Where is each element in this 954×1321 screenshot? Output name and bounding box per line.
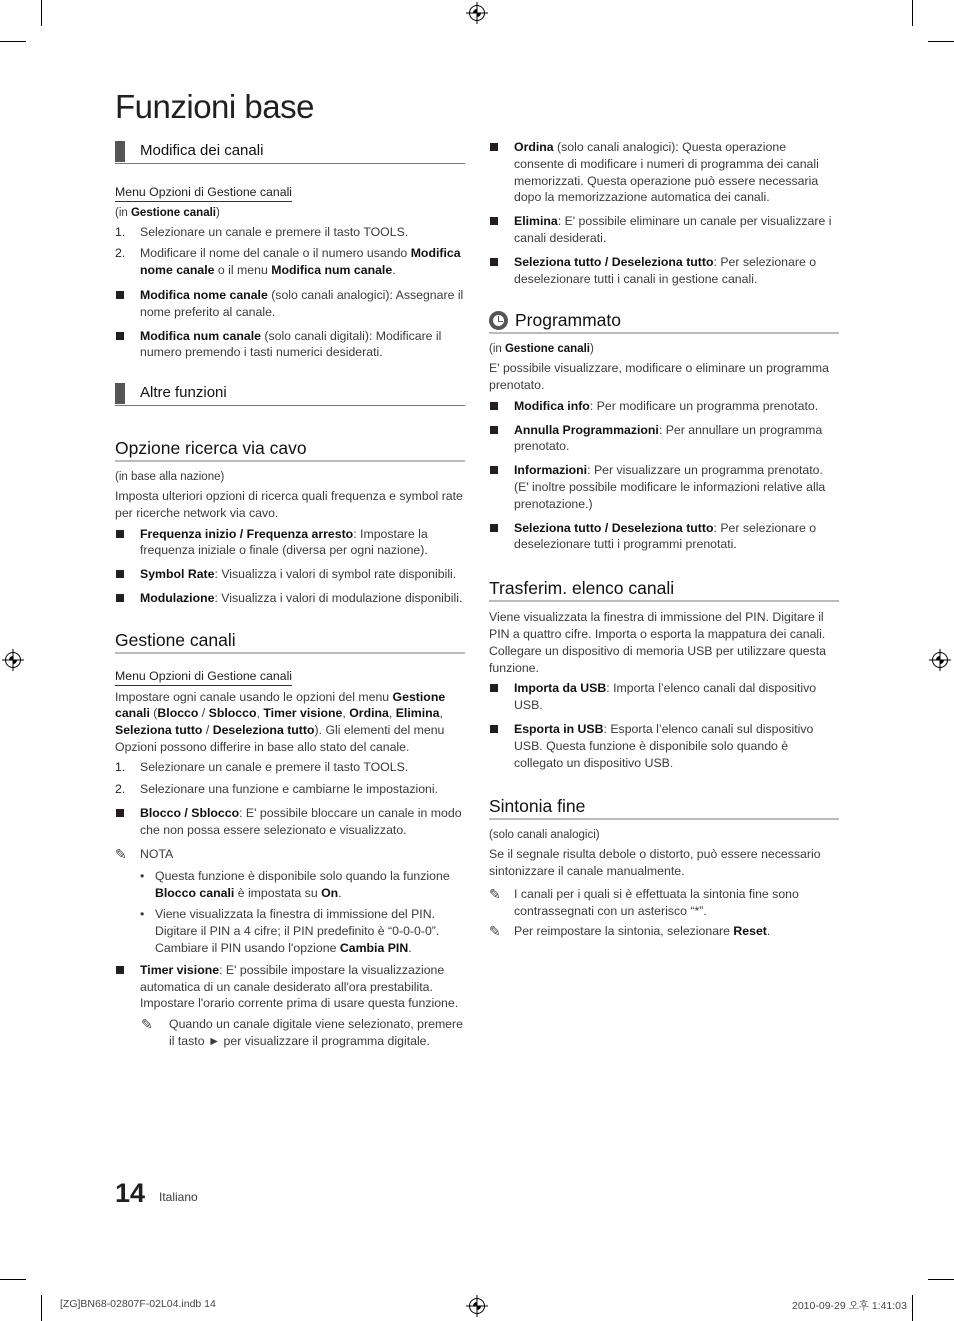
bullet-item: Informazioni: Per visualizzare un programma prenotato. (E' inoltre possibile modificare le informazioni relative alla prenotazione.) [489, 462, 839, 512]
note-item: ✎ Quando un canale digitale viene selezionato, premere il tasto ► per visualizzare il programma digitale. [141, 1016, 463, 1048]
menu-path: Menu Opzioni di Gestione canali [115, 668, 465, 689]
bullet-item: Blocco / Sblocco: E' possibile bloccare un canale in modo che non possa essere selezionato e visualizzato. [115, 805, 465, 839]
step-item: 2. Modificare il nome del canale o il numero usando Modifica nome canale o il menu Modifica num canale. [115, 246, 461, 278]
registration-mark-icon [5, 652, 21, 668]
pencil-icon: ✎ [489, 923, 501, 940]
crop-mark [0, 1279, 26, 1280]
context-note: (in Gestione canali) [489, 343, 594, 356]
paragraph: Viene visualizzata la finestra di immissione del PIN. Digitare il PIN a quattro cifre. Importa o esporta la mappatura dei canali. Collegare un dispositivo di memoria USB per utilizzare questa funzione. [489, 610, 826, 675]
section-heading: Gestione canali [115, 629, 465, 654]
bullet-item: Modifica info: Per modificare un programma prenotato. [489, 398, 839, 415]
bullet-item: Ordina (solo canali analogici): Questa operazione consente di modificare i numeri di programma dei canali memorizzati. Questa operazione può essere necessaria dopo la memorizzazione automatica dei canali. [489, 139, 839, 206]
bullet-item: Seleziona tutto / Deseleziona tutto: Per selezionare o deselezionare tutti i programmi prenotati. [489, 520, 839, 554]
paragraph: Se il segnale risulta debole o distorto, può essere necessario sintonizzare il canale manualmente. [489, 847, 821, 878]
crop-mark [928, 41, 954, 42]
step-item: 1. Selezionare un canale e premere il tasto TOOLS. [115, 224, 409, 239]
left-column [115, 139, 465, 1054]
bullet-item: Modifica nome canale (solo canali analogici): Assegnare il nome preferito al canale. [115, 287, 465, 321]
crop-mark [912, 0, 913, 26]
registration-mark-icon [932, 652, 948, 668]
bullet-item: Modifica num canale (solo canali digitali): Modificare il numero premendo i tasti numerici desiderati. [115, 328, 465, 362]
bullet-item: Symbol Rate: Visualizza i valori di symbol rate disponibili. [115, 566, 465, 583]
context-note: (in base alla nazione) [115, 471, 225, 484]
subsection-heading: Modifica dei canali [115, 139, 465, 164]
step-item: 2. Selezionare una funzione e cambiarne le impostazioni. [115, 781, 439, 796]
crop-mark [928, 1279, 954, 1280]
bullet-item: Annulla Programmazioni: Per annullare un programma prenotato. [489, 422, 839, 456]
right-column [489, 139, 839, 944]
context-note: (in Gestione canali) [115, 206, 220, 219]
context-note: (solo canali analogici) [489, 829, 600, 842]
print-slug-left: [ZG]BN68-02807F-02L04.indb 14 [60, 1298, 216, 1310]
bullet-item: Seleziona tutto / Deseleziona tutto: Per selezionare o deselezionare tutti i canali in gestione canali. [489, 254, 839, 288]
bullet-item: Importa da USB: Importa l’elenco canali dal dispositivo USB. [489, 680, 839, 714]
registration-mark-icon [469, 1298, 485, 1314]
crop-mark [41, 1295, 42, 1321]
pencil-icon: ✎ [115, 845, 127, 862]
pencil-icon: ✎ [489, 885, 501, 902]
note-item: ✎ Per reimpostare la sintonia, selezionare Reset. [489, 923, 771, 940]
paragraph: E' possibile visualizzare, modificare o eliminare un programma prenotato. [489, 361, 829, 392]
paragraph: Impostare ogni canale usando le opzioni del menu Gestione canali (Blocco / Sblocco, Timer visione, Ordina, Elimina, Seleziona tutto / Deseleziona tutto). Gli elementi del menu Opzioni possono differire in base allo stato del canale. [115, 689, 446, 754]
section-heading: Trasferim. elenco canali [489, 577, 839, 602]
crop-mark [41, 0, 42, 26]
heading-bar [115, 141, 125, 162]
clock-icon [489, 311, 508, 330]
pencil-icon: ✎ [141, 1016, 153, 1033]
note-item: ✎ I canali per i quali si è effettuata la sintonia fine sono contrassegnati con un asterisco “*”. [489, 885, 799, 918]
section-heading: Programmato [489, 309, 839, 334]
section-heading: Sintonia fine [489, 795, 839, 820]
page-language: Italiano [159, 1190, 198, 1204]
bullet-item: Frequenza inizio / Frequenza arresto: Impostare la frequenza iniziale o finale (diversa per ogni nazione). [115, 526, 465, 560]
bullet-item: Elimina: E' possibile eliminare un canale per visualizzare i canali desiderati. [489, 213, 839, 247]
print-slug-right: 2010-09-29 오후 1:41:03 [792, 1300, 907, 1312]
nota-heading: ✎ NOTA [115, 845, 174, 862]
nota-item: • Questa funzione è disponibile solo quando la funzione Blocco canali è impostata su On. [140, 868, 450, 900]
bullet-item: Esporta in USB: Esporta l’elenco canali sul dispositivo USB. Questa funzione è disponibile solo quando è collegato un dispositivo USB. [489, 721, 839, 771]
step-item: 1. Selezionare un canale e premere il tasto TOOLS. [115, 759, 409, 774]
registration-mark-icon [469, 5, 485, 21]
heading-bar [115, 383, 125, 404]
subsection-heading: Altre funzioni [115, 381, 465, 406]
menu-path: Menu Opzioni di Gestione canali [115, 184, 465, 205]
section-heading: Opzione ricerca via cavo [115, 437, 465, 462]
bullet-item: Modulazione: Visualizza i valori di modulazione disponibili. [115, 590, 465, 607]
page-number: 14 [115, 1178, 146, 1208]
nota-item: • Viene visualizzata la finestra di immissione del PIN. Digitare il PIN a 4 cifre; il PIN predefinito è “0-0-0-0”. Cambiare il PIN usando l'opzione Cambia PIN. [140, 907, 440, 955]
crop-mark [912, 1295, 913, 1321]
paragraph: Imposta ulteriori opzioni di ricerca quali frequenza e symbol rate per ricerche network via cavo. [115, 488, 463, 520]
bullet-item: Timer visione: E' possibile impostare la visualizzazione automatica di un canale desiderato all'ora prestabilita. Impostare l'orario corrente prima di usare questa funzione. [115, 962, 465, 1012]
crop-mark [0, 41, 26, 42]
page-title: Funzioni base [115, 88, 314, 125]
